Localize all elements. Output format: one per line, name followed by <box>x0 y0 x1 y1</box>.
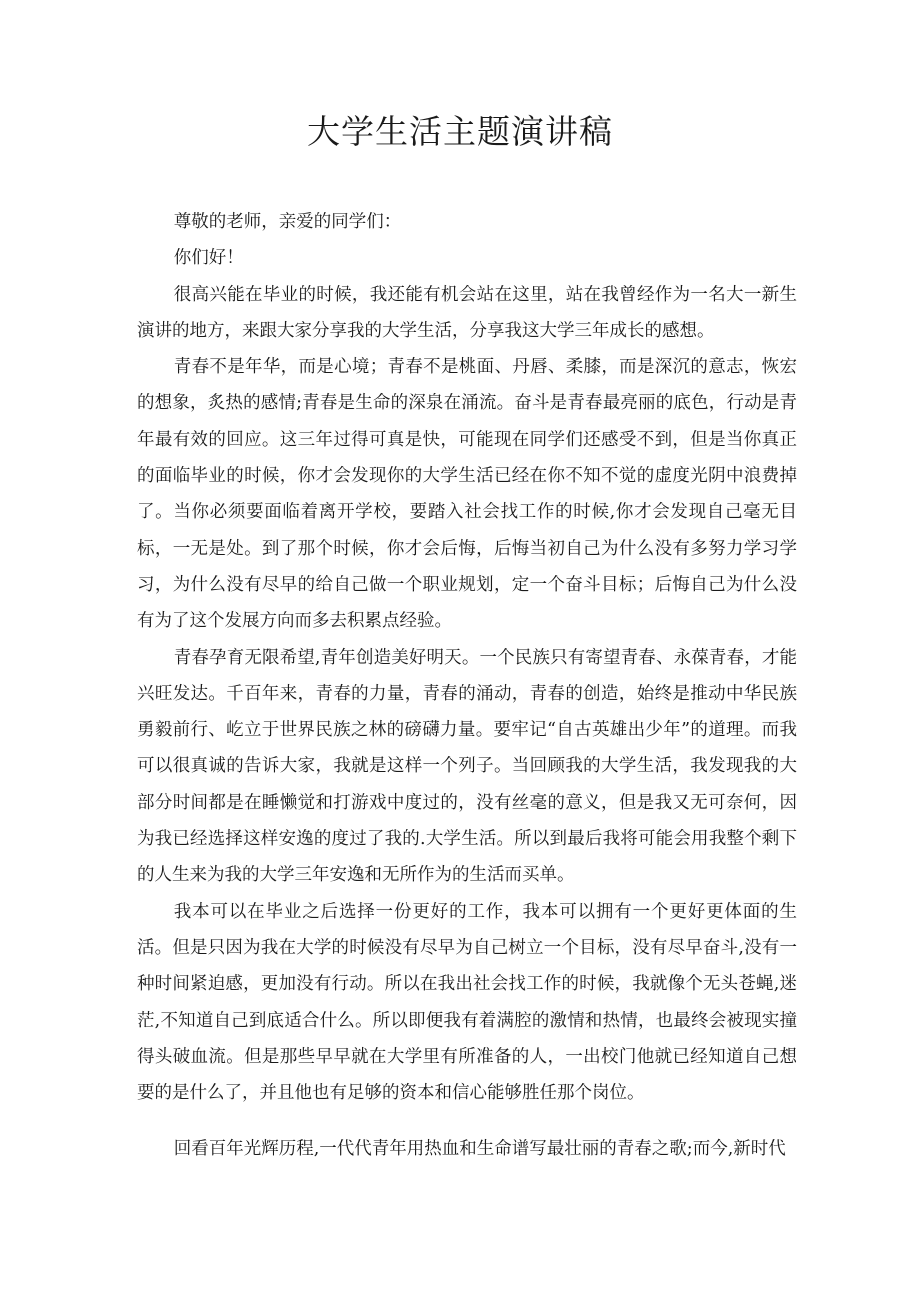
body-paragraph: 青春孕育无限希望,青年创造美好明天。一个民族只有寄望青春、永葆青春，才能兴旺发达。千百年来，青春的力量，青春的涌动，青春的创造，始终是推动中华民族勇毅前行、屹立于世界民族之林的磅礴力量。要牢记“自古英雄出少年”的道理。而我可以很真诚的告诉大家，我就是这样一个列子。当回顾我的大学生活，我发现我的大部分时间都是在睡懒觉和打游戏中度过的，没有丝毫的意义，但是我又无可奈何，因为我已经选择这样安逸的度过了我的.大学生活。所以到最后我将可能会用我整个剩下的人生来为我的大学三年安逸和无所作为的生活而买单。 <box>137 647 797 886</box>
document-title: 大学生活主题演讲稿 <box>307 112 613 151</box>
body-paragraph: 回看百年光辉历程,一代代青年用热血和生命谱写最壮丽的青春之歌;而今,新时代 <box>173 1139 786 1160</box>
body-paragraph: 青春不是年华，而是心境；青春不是桃面、丹唇、柔膝，而是深沉的意志，恢宏的想象，炙热的感情;青春是生命的深泉在涌流。奋斗是青春最亮丽的底色，行动是青年最有效的回应。这三年过得可真是快，可能现在同学们还感受不到，但是当你真正的面临毕业的时候，你才会发现你的大学生活已经在你不知不觉的虚度光阴中浪费掉了。当你必须要面临着离开学校，要踏入社会找工作的时候,你才会发现自己毫无目标，一无是处。到了那个时候，你才会后悔，后悔当初自己为什么没有多努力学习学习，为什么没有尽早的给自己做一个职业规划，定一个奋斗目标；后悔自己为什么没有为了这个发展方向而多去积累点经验。 <box>137 357 797 632</box>
document-body <box>137 204 797 1168</box>
salutation-paragraph: 你们好！ <box>173 248 244 269</box>
greeting-paragraph: 尊敬的老师，亲爱的同学们： <box>173 212 402 232</box>
body-paragraph: 我本可以在毕业之后选择一份更好的工作，我本可以拥有一个更好更体面的生活。但是只因为我在大学的时候没有尽早为自己树立一个目标，没有尽早奋斗,没有一种时间紧迫感，更加没有行动。所以在我出社会找工作的时候，我就像个无头苍蝇,迷茫,不知道自己到底适合什么。所以即便我有着满腔的激情和热情，也最终会被现实撞得头破血流。但是那些早早就在大学里有所准备的人，一出校门他就已经知道自己想要的是什么了，并且他也有足够的资本和信心能够胜任那个岗位。 <box>137 901 797 1104</box>
body-paragraph: 很高兴能在毕业的时候，我还能有机会站在这里，站在我曾经作为一名大一新生演讲的地方，来跟大家分享我的大学生活，分享我这大学三年成长的感想。 <box>137 284 797 341</box>
